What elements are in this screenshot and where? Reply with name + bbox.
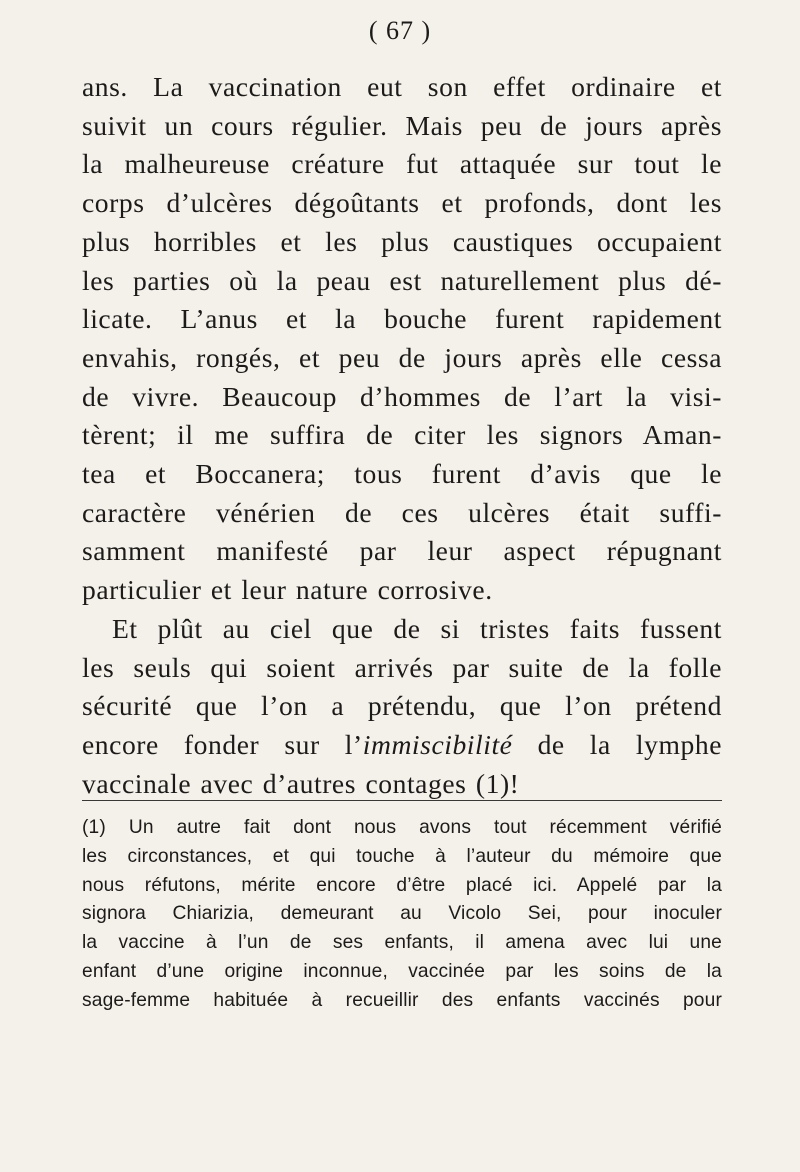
text-line: tea et Boccanera; tous furent d’avis que le [82, 458, 722, 490]
text-segment: encore fonder sur l’ [82, 728, 363, 760]
footnote-line: sage-femme habituée à recueillir des enfants vaccinés pour [82, 989, 722, 1011]
text-line: caractère vénérien de ces ulcères était suffi- [82, 496, 722, 528]
footnote-line: les circonstances, et qui touche à l’auteur du mémoire que [82, 845, 722, 867]
text-line: envahis, rongés, et peu de jours après elle cessa [82, 341, 722, 373]
text-line: samment manifesté par leur aspect répugnant [82, 535, 722, 567]
text-line: tèrent; il me suffira de citer les signors Aman- [82, 419, 722, 451]
text-line: ans. La vaccination eut son effet ordinaire et [82, 71, 722, 102]
text-line: Et plût au ciel que de si tristes faits fussent [112, 612, 722, 644]
footnote [82, 814, 722, 1016]
footnote-line: enfant d’une origine inconnue, vaccinée par les soins de la [82, 960, 722, 982]
text-line: plus horribles et les plus caustiques occupaient [82, 225, 722, 257]
text-line: sécurité que l’on a prétendu, que l’on prétend [82, 690, 722, 722]
main-text [82, 68, 722, 803]
text-line: particulier et leur nature corrosive. [82, 574, 493, 606]
text-line: licate. L’anus et la bouche furent rapidement [82, 303, 722, 335]
text-line: suivit un cours régulier. Mais peu de jours après [82, 109, 722, 141]
footnote-line: la vaccine à l’un de ses enfants, il amena avec lui une [82, 932, 722, 954]
text-line: vaccinale avec d’autres contages (1)! [82, 767, 520, 799]
text-line: de vivre. Beaucoup d’hommes de l’art la visi- [82, 380, 722, 412]
text-line: les parties où la peau est naturellement plus dé- [82, 264, 722, 296]
page-number: ( 67 ) [368, 16, 432, 45]
footnote-divider [82, 800, 722, 801]
text-segment: de la lymphe [512, 728, 722, 760]
text-line: corps d’ulcères dégoûtants et profonds, dont les [82, 187, 722, 219]
footnote-line: signora Chiarizia, demeurant au Vicolo Sei, pour inoculer [82, 903, 722, 925]
footnote-line: (1) Un autre fait dont nous avons tout récemment vérifié [82, 817, 722, 838]
italic-term: immiscibilité [362, 728, 513, 760]
footnote-line: nous réfutons, mérite encore d’être placé ici. Appelé par la [82, 874, 722, 896]
text-line: la malheureuse créature fut attaquée sur tout le [82, 148, 722, 180]
text-line: les seuls qui soient arrivés par suite de la folle [82, 651, 722, 683]
text-line-with-italic [82, 726, 722, 765]
